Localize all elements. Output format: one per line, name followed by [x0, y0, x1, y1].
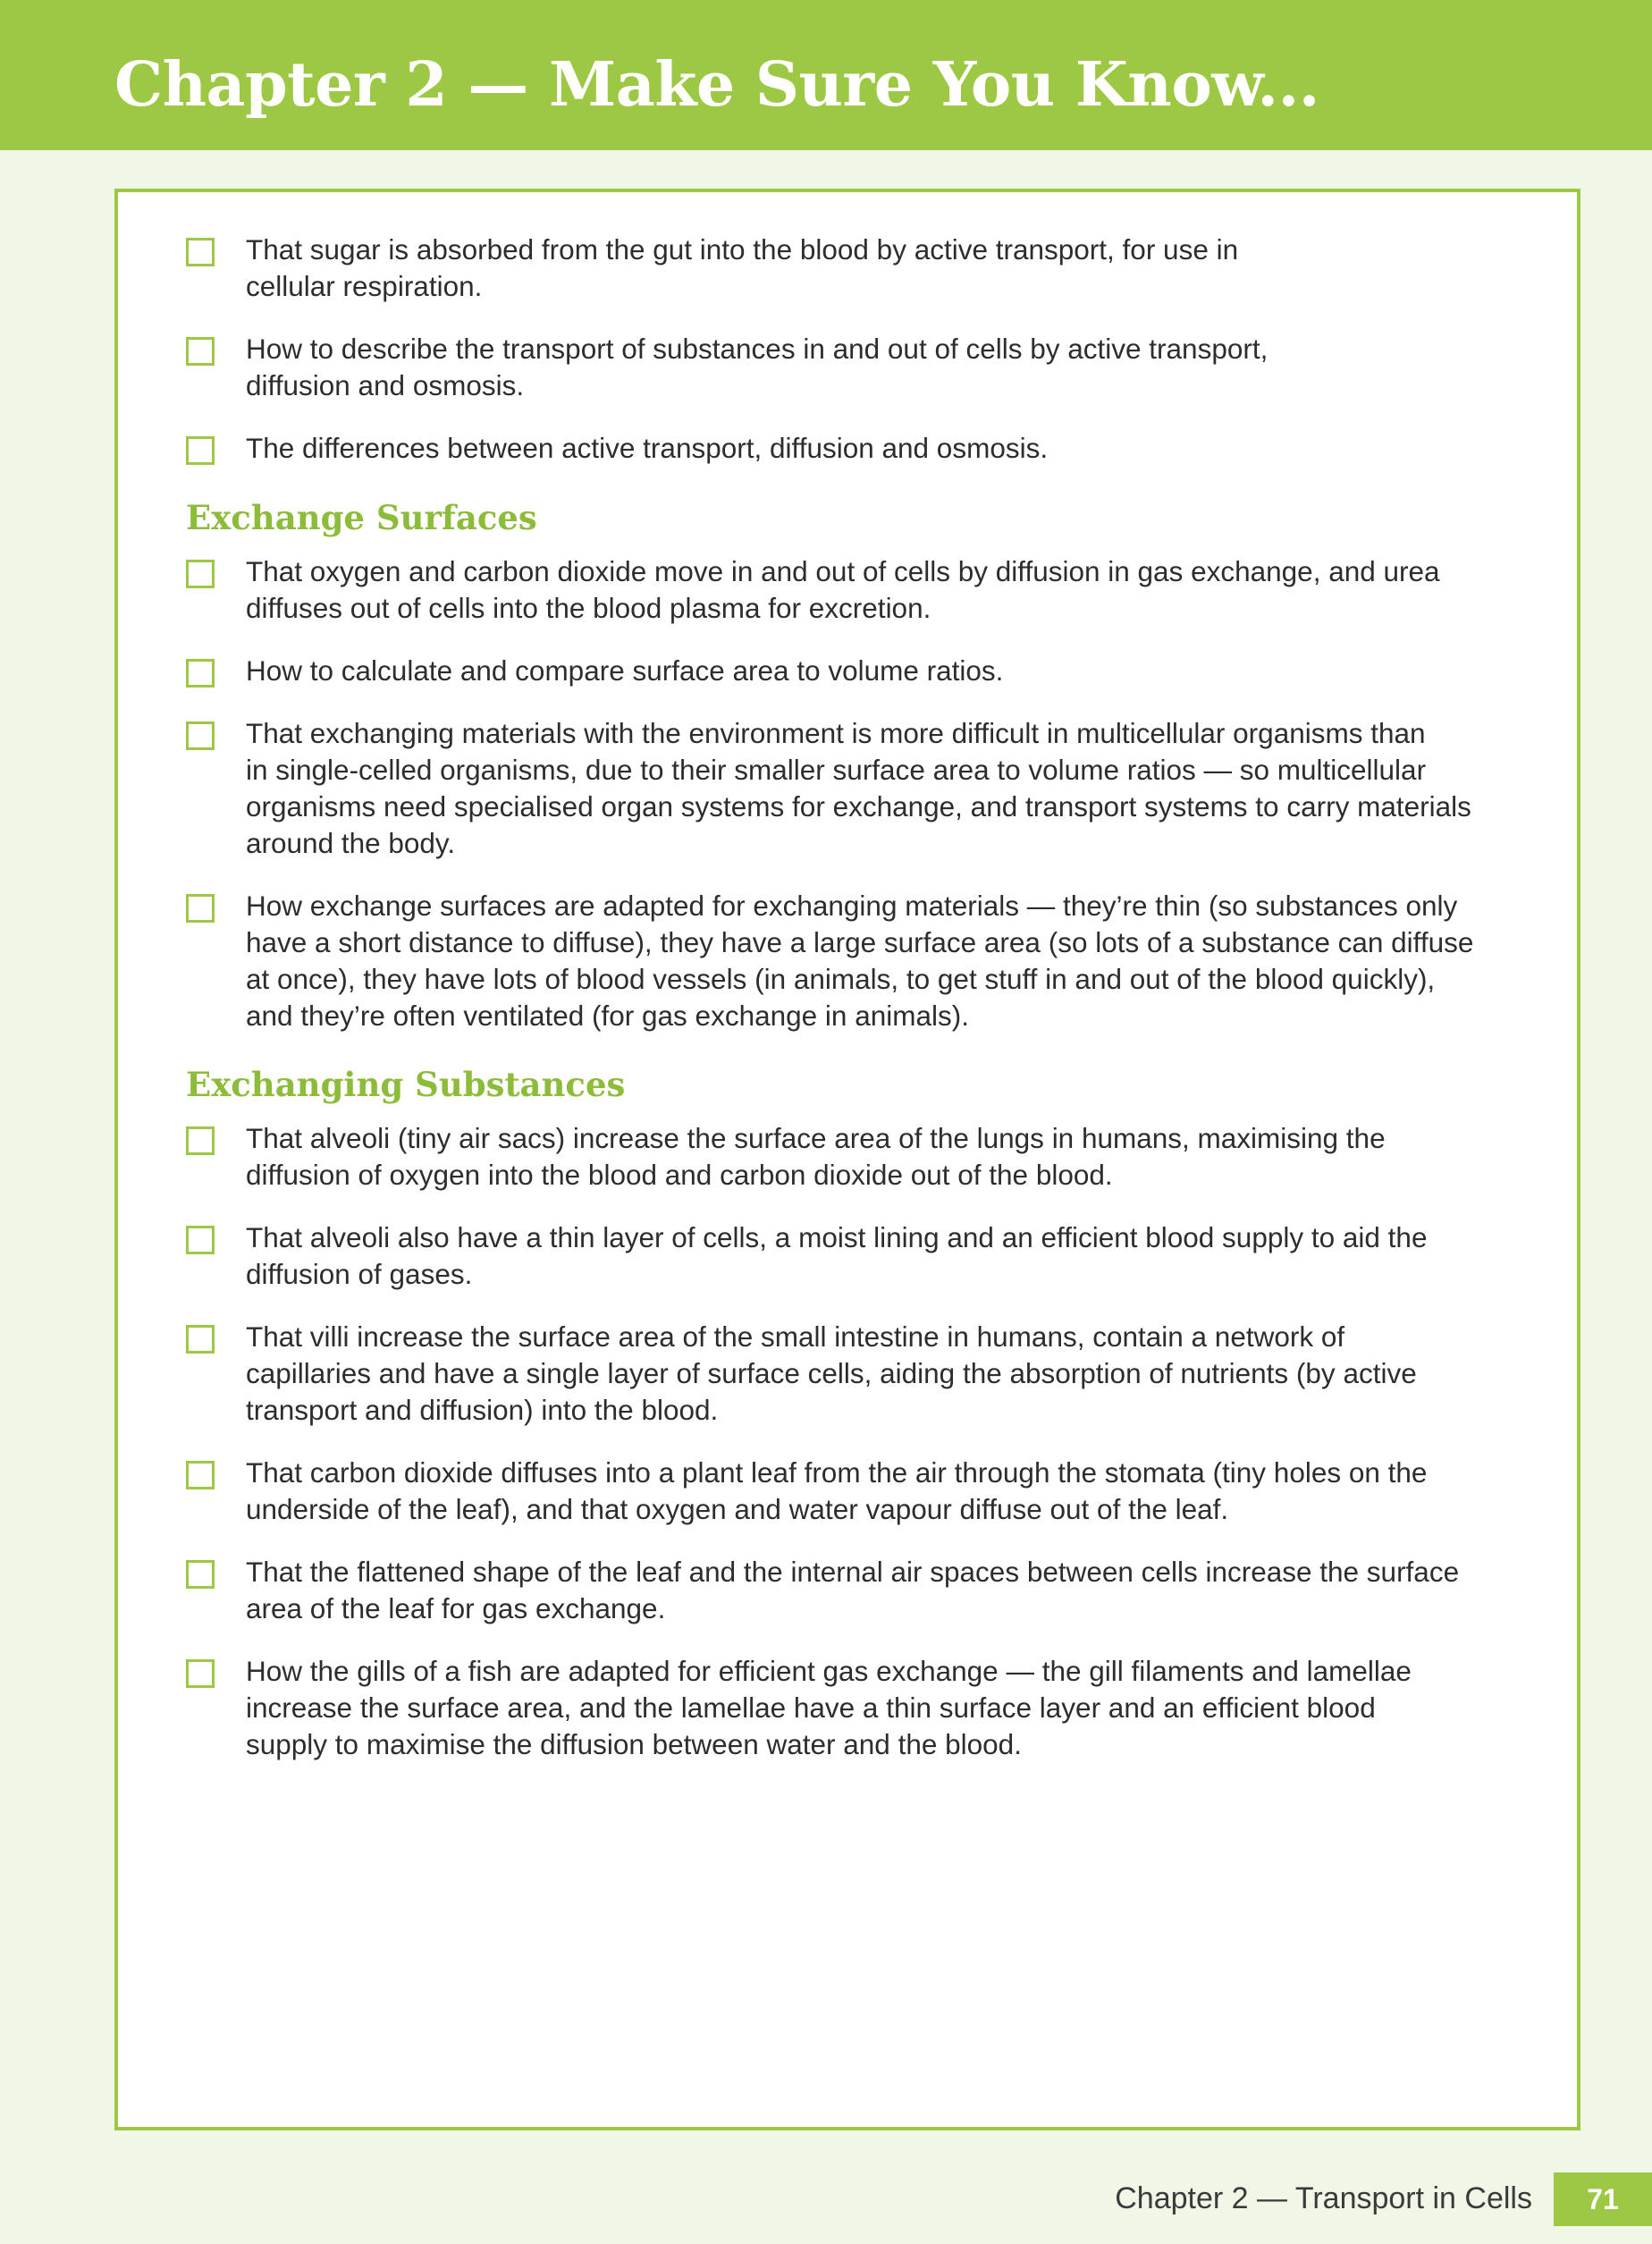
checklist-item: [118, 1653, 1577, 1769]
text-line: underside of the leaf), and that oxygen and water vapour diffuse out of the leaf.: [246, 1493, 1229, 1525]
text-line: That the flattened shape of the leaf and the internal air spaces between cells increase the surface: [246, 1556, 1460, 1588]
checklist-panel: [114, 189, 1580, 2130]
checklist-item: [118, 1455, 1577, 1535]
text-line: around the body.: [246, 827, 456, 859]
text-line: in single-celled organisms, due to their smaller surface area to volume ratios — so multicellular: [246, 754, 1427, 786]
checklist-item: [118, 430, 1577, 475]
checkbox[interactable]: [186, 1461, 215, 1489]
checklist-item: [118, 232, 1577, 312]
text-line: increase the surface area, and the lamellae have a thin surface layer and an efficient blood: [246, 1691, 1376, 1724]
section-heading-exchange-surfaces: Exchange Surfaces: [186, 498, 537, 537]
text-line: How to describe the transport of substances in and out of cells by active transport,: [246, 333, 1268, 365]
text-line: organisms need specialised organ systems for exchange, and transport systems to carry materials: [246, 790, 1471, 823]
checkbox[interactable]: [186, 1226, 215, 1254]
checklist-item-text: [246, 888, 1502, 1034]
text-line: That alveoli also have a thin layer of cells, a moist lining and an efficient blood supply to aid the: [246, 1221, 1428, 1253]
chapter-title: Chapter 2 — Make Sure You Know...: [114, 49, 1319, 121]
checklist-item-text: [246, 331, 1502, 404]
text-line: cellular respiration.: [246, 270, 483, 302]
checklist-item: [118, 888, 1577, 1040]
checkbox[interactable]: [186, 894, 215, 923]
text-line: area of the leaf for gas exchange.: [246, 1592, 666, 1624]
checklist-item-text: [246, 1120, 1502, 1194]
checklist-item: [118, 715, 1577, 867]
checklist-item-text: [246, 430, 1502, 467]
page-number: 71: [1554, 2172, 1652, 2226]
text-line: diffusion and osmosis.: [246, 369, 525, 401]
footer-chapter-title: Chapter 2 — Transport in Cells: [1115, 2181, 1532, 2215]
checklist-item-text: [246, 1219, 1502, 1293]
checkbox[interactable]: [186, 1659, 215, 1688]
text-line: How the gills of a fish are adapted for efficient gas exchange — the gill filaments and lamellae: [246, 1655, 1412, 1687]
text-line: diffusion of oxygen into the blood and carbon dioxide out of the blood.: [246, 1159, 1113, 1191]
checklist-item-text: [246, 1554, 1502, 1627]
text-line: The differences between active transport, diffusion and osmosis.: [246, 432, 1049, 464]
checkbox[interactable]: [186, 238, 215, 266]
checkbox[interactable]: [186, 1126, 215, 1155]
checkbox[interactable]: [186, 721, 215, 750]
checklist-item: [118, 1219, 1577, 1300]
checklist-item-text: [246, 553, 1502, 627]
checkbox[interactable]: [186, 1560, 215, 1589]
checklist-item: [118, 653, 1577, 697]
text-line: capillaries and have a single layer of surface cells, aiding the absorption of nutrients (by active: [246, 1357, 1417, 1389]
text-line: diffuses out of cells into the blood plasma for excretion.: [246, 592, 931, 624]
text-line: That alveoli (tiny air sacs) increase the surface area of the lungs in humans, maximising the: [246, 1122, 1386, 1154]
text-line: How exchange surfaces are adapted for exchanging materials — they’re thin (so substances only: [246, 890, 1458, 922]
checkbox[interactable]: [186, 337, 215, 366]
text-line: at once), they have lots of blood vessels (in animals, to get stuff in and out of the blood quickly),: [246, 963, 1436, 995]
text-line: diffusion of gases.: [246, 1258, 473, 1290]
checklist-item: [118, 1120, 1577, 1201]
checkbox[interactable]: [186, 659, 215, 688]
checklist-item-text: [246, 653, 1502, 689]
text-line: That carbon dioxide diffuses into a plant leaf from the air through the stomata (tiny holes on the: [246, 1456, 1428, 1489]
checklist-item-text: [246, 232, 1502, 305]
text-line: That villi increase the surface area of the small intestine in humans, contain a network of: [246, 1320, 1345, 1353]
checklist-item: [118, 1554, 1577, 1634]
checklist-item-text: [246, 715, 1502, 862]
text-line: That oxygen and carbon dioxide move in and out of cells by diffusion in gas exchange, and urea: [246, 555, 1440, 587]
checklist-item: [118, 331, 1577, 411]
checkbox[interactable]: [186, 560, 215, 588]
section-heading-exchanging-substances: Exchanging Substances: [186, 1065, 626, 1104]
text-line: transport and diffusion) into the blood.: [246, 1394, 719, 1426]
checklist-item: [118, 553, 1577, 634]
checklist-item: [118, 1319, 1577, 1435]
chapter-header-bar: [0, 0, 1652, 150]
checklist-item-text: [246, 1455, 1502, 1528]
text-line: and they’re often ventilated (for gas exchange in animals).: [246, 1000, 969, 1032]
text-line: That exchanging materials with the environment is more difficult in multicellular organisms than: [246, 717, 1426, 749]
checkbox[interactable]: [186, 436, 215, 465]
text-line: That sugar is absorbed from the gut into the blood by active transport, for use in: [246, 233, 1239, 266]
checklist-item-text: [246, 1653, 1502, 1763]
text-line: have a short distance to diffuse), they have a large surface area (so lots of a substance can diffuse: [246, 926, 1474, 958]
text-line: How to calculate and compare surface area to volume ratios.: [246, 654, 1004, 687]
checklist-item-text: [246, 1319, 1502, 1429]
checkbox[interactable]: [186, 1325, 215, 1354]
text-line: supply to maximise the diffusion between water and the blood.: [246, 1728, 1022, 1760]
